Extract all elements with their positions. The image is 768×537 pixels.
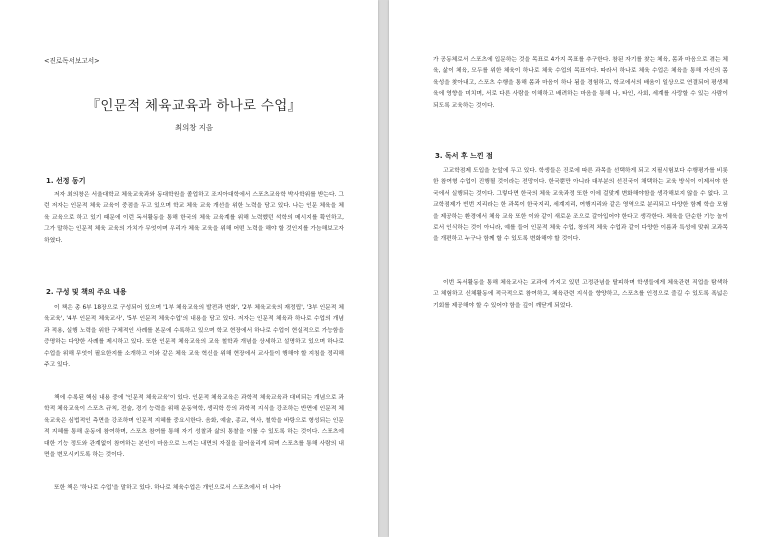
section-heading-reflection: 3. 독서 후 느낀 점 [435,152,493,160]
document-page-right [389,0,768,537]
paragraph-reflection-1: 고교학점제 도입을 눈앞에 두고 있다. 학생들은 진로에 따른 과목을 선택하게 되고 지필시험보다 수행평가를 비롯한 참여형 수업이 진행될 것이라는 전망이다. 한국뿐만 아니라 대부분의 선진국이 채택하는 교육 방식이 이제서야 한국에서 실행되는 것이다. 그렇다면 한국의 체육 교육과정 또한 이에 걸맞게 변화해야함을 생각해보지 않을 수 없다. 고교학점제가 빈번 지리라는 한 과목이 한국지리, 세계지리, 여행지리와 같은 영역으로 분리되고 다양한 함께 학습 모험을 제공하는 환경에서 체육 교육 또한 이와 같이 새로운 조으로 갈아입어야 한다고 생각한다. 체육을 단순한 기능 놀이로서 인식하는 것이 아니라, 예를 들어 인문적 체육 수업, 창의적 체육 수업과 같이 다양한 이름과 특성에 맞춰 교과목을 개편하고 누구나 함께 할 수 있도록 변화해야 할 것이다. [433,168,728,243]
paragraph-continuation: 가 공동체로서 스포츠에 입문하는 것을 목표로 4가지 목표를 추구한다. 참된 자기를 찾는 체육, 몸과 마음으로 겪는 체육, 삶이 체육, 모두를 위한 체육이 하나로 체육 수업의 목표이다. 따라서 하나로 체육 수업은 체육을 통해 자신의 몸 육성을 찾아내고, 스포츠 수행을 통해 몸과 마음이 하나 됨을 경험하고, 학교에서의 배움이 일상으로 연결되어 평생체육에 영향을 미치며, 서로 다른 사람을 이해하고 배려하는 마음을 통해 나, 타인, 사회, 세계를 사랑할 수 있는 사람이 되도록 교육하는 것이다. [433,57,728,109]
paragraph-motivation: 저자 최의창은 서울대학교 체육교육과와 동대학원을 졸업하고 조지아대학에서 스포츠교육학 박사학위를 받는다. 그런 저자는 인문적 체육 교육이 중점을 두고 있으며 학교 체육 교육 개선을 위한 노력을 담고 있다. 나는 인문 체육을 체육 교육으로 하고 있기 때문에 이런 독서활동을 통해 한국의 체육 교육계를 위해 노력했던 석학의 메시지를 확인하고, 그가 말하는 인문적 체육 교육의 가치가 무엇이며 우리가 체육 교육을 위해 어떤 노력을 해야 할 것인지를 가늠해보고자 하였다. [44,192,344,244]
report-label: <진로독서보고서> [44,57,100,65]
paragraph-contents-2: 책에 수록된 핵심 내용 중에 '인문적 체육교육'이 있다. 인문적 체육교육은 과학적 체육교육과 대비되는 개념으로 과학적 체육교육이 스포츠 규칙, 전술, 경기 능력을 위해 운동역학, 생리학 등의 과학적 지식을 강조하는 반면에 인문적 체육교육은 심법적인 측면을 강조하며 인문적 지혜를 중요시한다. 음화, 예술, 종교, 역사, 철학을 바탕으로 형성되는 인문적 지혜를 통해 운동에 참여하며, 스포츠 참여를 통해 자기 성찰과 삶의 통찰을 이룰 수 있도록 하는 것이다. 스포츠에 대한 기능 정도와 관계없이 참여하는 본인이 마음으로 느끼는 내면의 자질을 끌어올리게 되며 스포츠를 통해 사람의 내면을 변모시키도록 하는 것이다. [44,395,344,459]
document-page-left [0,0,378,537]
paragraph-reflection-2: 이번 독서활동을 통해 체육교사는 교과에 가지고 있던 고정관념을 탈피하며 학생들에게 체육관련 직업을 탐색하고 체험하고 신체활동에 적극적으로 참여하고, 체육관련 지식을 향양하고, 스포츠를 인정으로 즐길 수 있도록 폭넓은 기회를 제공해야 할 수 있어야 함을 깊이 깨닫게 되었다. [433,280,728,309]
document-title: 『인문적 체육교육과 하나로 수업』 [86,98,302,114]
section-heading-motivation: 1. 선정 동기 [46,177,86,185]
paragraph-contents-1: 이 책은 총 6부 18장으로 구성되어 있으며 '1부 체육교육의 발전과 변화', '2부 체육교육의 재정립', '3부 인문적 체육교육', '4부 인문적 체육교사', '5부 인문적 체육수업'의 내용을 담고 있다. 저자는 인문적 체육과 하나로 수업의 개념과 적용, 실행 노력을 위한 구체적인 사례를 본문에 수록하고 있으며 학교 현장에서 하나로 수업이 현실적으로 가능함을 증명하는 다양한 사례를 제시하고 있다. 또한 인문적 체육교육의 교육 철학과 개념을 상세하고 설명하고 있으며 하나로 수업을 위해 무엇이 필요한지를 소개하고 이와 같은 체육 교육 혁신을 위해 현장에서 교사들이 행해야 할 지침을 정리해주고 있다. [44,305,344,369]
author-line: 최의창 지음 [174,123,214,132]
paragraph-contents-3: 또한 책은 '하나로 수업'을 말하고 있다. 하나로 체육수업은 개인으로서 스포츠에서 더 나아 [54,485,281,491]
section-heading-contents: 2. 구성 및 책의 주요 내용 [46,288,127,296]
